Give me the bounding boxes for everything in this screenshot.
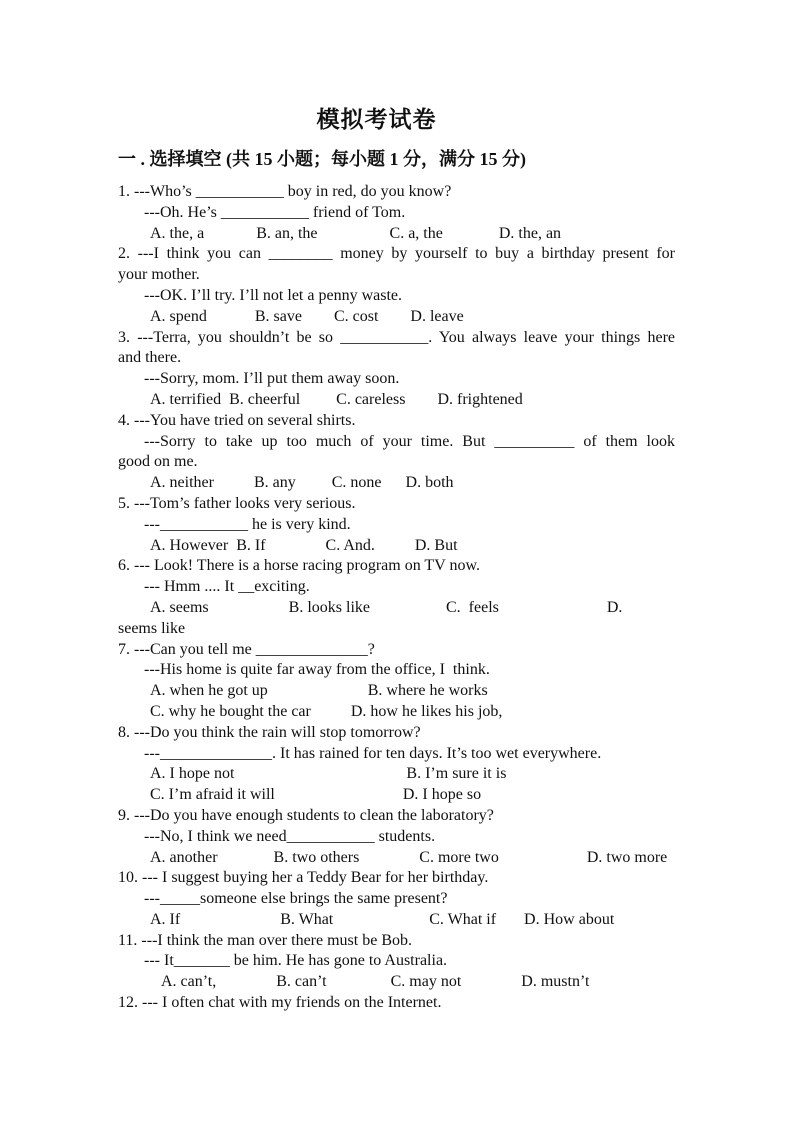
exam-text-line: A. another B. two others C. more two D. two more	[150, 848, 668, 866]
exam-text-line: 9. ---Do you have enough students to clean the laboratory?	[118, 806, 494, 824]
question-block-6	[118, 556, 675, 639]
exam-text-line: your mother.	[118, 266, 200, 284]
question-block-5	[118, 494, 675, 556]
exam-text-line: C. why he bought the car D. how he likes his job,	[150, 702, 503, 720]
question-block-9	[118, 806, 675, 868]
exam-text-line: A. However B. If C. And. D. But	[150, 536, 458, 554]
exam-text-line: A. the, a B. an, the C. a, the D. the, an	[150, 224, 562, 242]
exam-text-line: and there.	[118, 349, 182, 367]
exam-text-line: ---OK. I’ll try. I’ll not let a penny waste.	[144, 286, 402, 304]
exam-text-line: 8. ---Do you think the rain will stop tomorrow?	[118, 723, 421, 741]
question-block-12	[118, 993, 675, 1014]
exam-text-line: A. neither B. any C. none D. both	[150, 474, 454, 492]
page-title: 模拟考试卷	[316, 107, 437, 132]
exam-text-line: 5. ---Tom’s father looks very serious.	[118, 494, 356, 512]
section-heading: 一 . 选择填空 (共 15 小题；每小题 1 分，满分 15 分)	[118, 149, 526, 169]
exam-text-line: ---Oh. He’s ___________ friend of Tom.	[144, 203, 406, 221]
exam-text-line: ---Sorry, mom. I’ll put them away soon.	[144, 370, 400, 388]
exam-text-line: A. when he got up B. where he works	[150, 682, 488, 700]
exam-text-line: 12. --- I often chat with my friends on the Internet.	[118, 994, 442, 1012]
exam-text-line: A. seems B. looks like C. feels D.	[150, 598, 623, 616]
exam-text-line: A. If B. What C. What if D. How about	[150, 910, 615, 928]
exam-text-line: A. terrified B. cheerful C. careless D. frightened	[150, 390, 523, 408]
exam-text-line: good on me.	[118, 453, 198, 471]
question-block-2	[118, 244, 675, 327]
question-block-10	[118, 868, 675, 930]
exam-text-line: 3. ---Terra, you shouldn’t be so ___________. You always leave your things here	[118, 328, 675, 346]
question-list	[118, 182, 675, 1014]
question-block-3	[118, 328, 675, 411]
exam-text-line: 10. --- I suggest buying her a Teddy Bear for her birthday.	[118, 869, 489, 887]
question-block-11	[118, 931, 675, 993]
exam-text-line: --- It_______ be him. He has gone to Australia.	[144, 952, 448, 970]
exam-text-line: 1. ---Who’s ___________ boy in red, do you know?	[118, 183, 452, 200]
exam-text-line: 4. ---You have tried on several shirts.	[118, 411, 356, 429]
exam-text-line: seems like	[118, 619, 186, 637]
exam-text-line: A. spend B. save C. cost D. leave	[150, 307, 464, 325]
exam-text-line: --- Hmm .... It __exciting.	[144, 578, 310, 596]
exam-text-line: ---Sorry to take up too much of your time. But __________ of them look	[144, 432, 675, 450]
exam-text-line: ---___________ he is very kind.	[144, 515, 351, 533]
exam-text-line: A. I hope not B. I’m sure it is	[150, 765, 507, 783]
exam-text-line: 6. --- Look! There is a horse racing program on TV now.	[118, 557, 480, 575]
exam-text-line: ---His home is quite far away from the office, I think.	[144, 661, 490, 679]
exam-text-line: 2. ---I think you can ________ money by yourself to buy a birthday present for	[118, 245, 675, 263]
exam-text-line: ---______________. It has rained for ten days. It’s too wet everywhere.	[144, 744, 602, 762]
exam-text-line: ---_____someone else brings the same present?	[144, 890, 448, 908]
question-block-7	[118, 640, 675, 723]
question-block-8	[118, 723, 675, 806]
exam-text-line: 11. ---I think the man over there must be Bob.	[118, 931, 412, 949]
exam-text-line: A. can’t, B. can’t C. may not D. mustn’t	[161, 973, 590, 991]
exam-text-line: 7. ---Can you tell me ______________?	[118, 640, 375, 658]
question-block-4	[118, 411, 675, 494]
exam-text-line: C. I’m afraid it will D. I hope so	[150, 786, 482, 804]
exam-text-line: ---No, I think we need___________ students.	[144, 827, 436, 845]
question-block-1	[118, 182, 675, 244]
